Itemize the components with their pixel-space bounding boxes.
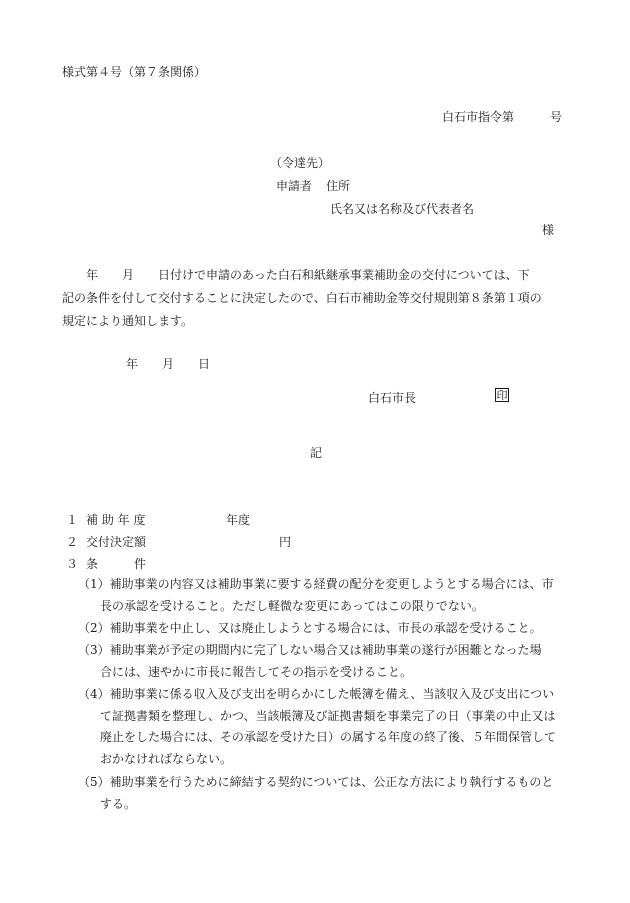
item2-value: 円 <box>279 535 292 549</box>
condition-text: 補助事業を行うために締結する契約については、公正な方法により執行するものと <box>109 775 554 789</box>
condition-text: 補助事業が予定の期間内に完了しない場合又は補助事業の遂行が困難となった場 <box>109 643 542 657</box>
intro-line: 規定により通知します。 <box>62 314 194 328</box>
ki-heading: 記 <box>310 446 323 460</box>
item3-number: ３ <box>66 557 79 571</box>
condition-number: （4） <box>78 687 110 701</box>
issue-date: 年 月 日 <box>126 357 211 371</box>
recipient-heading: （令達先） <box>270 156 331 170</box>
seal-mark: 印 <box>496 389 508 402</box>
condition-number: （1） <box>78 577 110 591</box>
doc-number: 白石市指令第 号 <box>442 110 563 124</box>
condition-number: （3） <box>78 643 110 657</box>
condition-text: 長の承認を受けること。ただし軽微な変更にあってはこの限りでない。 <box>100 598 484 613</box>
intro-line: 記の条件を付して交付することに決定したので、白石市補助金等交付規則第８条第１項の <box>62 291 542 305</box>
condition-2 <box>78 618 578 640</box>
address-label: 住所 <box>326 179 351 193</box>
condition-text: 補助事業を中止し、又は廃止しようとする場合には、市長の承認を受けること。 <box>109 621 542 635</box>
condition-text: 廃止をした場合には、その承認を受けた日）の属する年度の終了後、５年間保管して <box>100 730 557 744</box>
mayor-title: 白石市長 <box>368 391 417 405</box>
condition-text: おかなければならない。 <box>100 751 233 766</box>
applicant-label: 申請者 <box>276 179 313 193</box>
intro-line: 年 月 日付けで申請のあった白石和紙継承事業補助金の交付については、下 <box>62 268 530 282</box>
item1-number: １ <box>66 513 79 527</box>
item1-value: 年度 <box>226 513 251 527</box>
item2-label: 交付決定額 <box>86 535 147 549</box>
condition-text: て証拠書類を整理し、かつ、当該帳簿及び証拠書類を事業完了の日（事業の中止又は <box>100 708 556 723</box>
condition-4 <box>78 684 578 770</box>
condition-3 <box>78 640 578 683</box>
condition-text: する。 <box>100 796 137 811</box>
condition-text: 補助事業の内容又は補助事業に要する経費の配分を変更しようとする場合には、市 <box>109 577 554 591</box>
item2-number: ２ <box>66 535 79 549</box>
condition-5 <box>78 772 578 815</box>
name-label: 氏名又は名称及び代表者名 <box>330 202 475 216</box>
condition-1 <box>78 574 578 617</box>
condition-text: 合には、速やかに市長に報告してその指示を受けること。 <box>100 664 413 679</box>
condition-number: （5） <box>78 775 110 789</box>
honorific: 様 <box>542 223 555 237</box>
condition-number: （2） <box>78 621 110 635</box>
item3-label: 条 件 <box>86 557 147 571</box>
form-label: 様式第４号（第７条関係） <box>62 65 207 79</box>
item1-label: 補 助 年 度 <box>86 513 146 527</box>
intro-paragraph <box>62 264 582 333</box>
condition-text: 補助事業に係る収入及び支出を明らかにした帳簿を備え、当該収入及び支出につい <box>109 687 555 701</box>
